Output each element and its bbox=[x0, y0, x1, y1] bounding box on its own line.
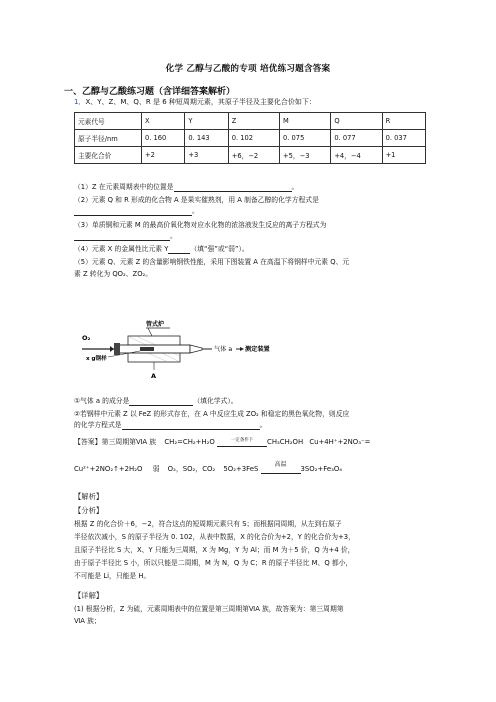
answer-line-1 bbox=[74, 438, 370, 447]
table-cell: 0. 077 bbox=[331, 130, 382, 147]
answer-blank bbox=[74, 233, 170, 241]
part-2-blank-line: 。 bbox=[74, 207, 199, 216]
question-1-part-3 bbox=[74, 221, 326, 230]
sub-2-text: ②若钢样中元素 Z 以 FeZ 的形式存在，在 A 中反应生成 ZO₂ 和稳定的黑色氧化物，则反应 bbox=[74, 410, 350, 418]
document-title: 化学 乙醇与乙酸的专项 培优练习题含答案 bbox=[165, 64, 331, 74]
row-header-cell: 主要化合价 bbox=[75, 147, 142, 164]
equation-1-right: CH₃CH₂OH bbox=[267, 438, 304, 446]
table-row bbox=[75, 130, 426, 147]
table-cell: +6，−2 bbox=[228, 147, 279, 164]
part-5-text-cont: 素 Z 转化为 QO₂、ZO₂。 bbox=[74, 270, 153, 278]
equation-3-left: 5O₂+3FeS bbox=[223, 465, 259, 473]
table-cell: +1 bbox=[382, 147, 425, 164]
answer-blank bbox=[168, 246, 190, 254]
table-cell: +4，−4 bbox=[331, 147, 382, 164]
table-cell: 0. 160 bbox=[142, 130, 185, 147]
equation-3-condition: 高温 bbox=[274, 461, 287, 468]
equation-2-cont: Cu²⁺+2NO₂↑+2H₂O bbox=[74, 465, 143, 473]
detail-line-1: (1) 根据分析，Z 为硫，元素周期表中的位置是第三周期第ⅥA 族，故答案为：第三周期第 bbox=[74, 605, 344, 613]
sub-2-text-cont: 的化学方程式是 bbox=[74, 421, 122, 429]
answer-line-2 bbox=[74, 461, 343, 474]
equation-1-condition: 一定条件下 bbox=[231, 438, 253, 443]
question-1-text: ．X、Y、Z、M、Q、R 是 6 种短周期元素，其原子半径及主要化合价如下： bbox=[78, 98, 316, 106]
answer-gases: O₂，SO₂，CO₂ bbox=[167, 465, 216, 473]
part-3-text: （3）单质铜和元素 M 的最高价氧化物对应水化物的浓溶液发生反应的离子方程式为 bbox=[74, 221, 327, 229]
answer-position: 第三周期第ⅥA 族 bbox=[101, 438, 157, 446]
table-cell: +2 bbox=[142, 147, 185, 164]
section-heading: 一、乙醇与乙酸练习题（含详细答案解析） bbox=[64, 87, 236, 97]
table-cell: +3 bbox=[185, 147, 228, 164]
table-row bbox=[75, 113, 426, 130]
sample-label: x g钢样 bbox=[86, 356, 107, 362]
part-3-blank-line: 。 bbox=[74, 232, 177, 241]
equation-1-left: CH₂=CH₂+H₂O bbox=[164, 438, 215, 446]
part-2-text: （2）元素 Q 和 R 形成的化合物 A 是果实催熟剂，用 A 制备乙醇的化学方程式是 bbox=[74, 196, 319, 204]
analysis-line: 由于原子半径比 S 小，所以只能是二周期，M 为 N，Q 为 C；R 的原子半径比 M、Q 都小， bbox=[74, 559, 353, 567]
sub-question-2-cont: 的化学方程式是 。 bbox=[74, 421, 267, 429]
apparatus-diagram bbox=[80, 318, 280, 380]
table-cell: 0. 102 bbox=[228, 130, 279, 147]
analysis-line: 不可能是 Li，只能是 H。 bbox=[74, 572, 151, 580]
row-header-cell: 原子半径/nm bbox=[75, 130, 142, 147]
answer-tag: 【答案】 bbox=[74, 438, 102, 446]
part-4-text: （4）元素 X 的金属性比元素 Y bbox=[74, 245, 169, 253]
analysis-line: 根据 Z 的化合价＋6，−2，符合这点的短周期元素只有 S；而根据同周期，从左到右原子 bbox=[74, 520, 342, 528]
table-cell: 0. 075 bbox=[280, 130, 331, 147]
table-cell: 0. 037 bbox=[382, 130, 425, 147]
sub-question-1 bbox=[74, 397, 238, 406]
table-cell: R bbox=[382, 113, 425, 130]
table-row bbox=[75, 147, 426, 164]
stopper bbox=[114, 343, 120, 355]
part-4-suffix: （填“强”或“弱”）。 bbox=[190, 245, 249, 253]
question-number: 1 bbox=[74, 98, 79, 106]
answer-blank bbox=[174, 184, 292, 192]
sub-question-2 bbox=[74, 410, 349, 419]
table-cell: Y bbox=[185, 113, 228, 130]
detail-line-2: ⅥA 族； bbox=[74, 617, 101, 625]
fenxi-heading: 【分析】 bbox=[74, 506, 104, 515]
table-cell: Z bbox=[228, 113, 279, 130]
answer-weak: 弱 bbox=[152, 465, 160, 473]
furnace-label: 管式炉 bbox=[146, 321, 165, 328]
answer-blank bbox=[74, 208, 192, 216]
question-1-part-5 bbox=[74, 258, 349, 267]
row-header-cell: 元素代号 bbox=[75, 113, 142, 130]
answer-blank bbox=[129, 398, 193, 406]
question-1-part-1: （1）Z 在元素周期表中的位置是 。 bbox=[74, 183, 299, 191]
apparatus-a-label: A bbox=[151, 372, 157, 380]
table-cell: X bbox=[142, 113, 185, 130]
analysis-heading: 【解析】 bbox=[74, 492, 104, 501]
sub-1-text: ①气体 a 的成分是 bbox=[74, 397, 130, 405]
question-1-part-4 bbox=[74, 245, 249, 254]
table-cell: +5，−3 bbox=[280, 147, 331, 164]
part-5-text: （5）元素 Q、元素 Z 的含量影响钢铁性能，采用下图装置 A 在高温下将钢样中元素 Q、元 bbox=[74, 258, 350, 266]
question-1-intro bbox=[74, 98, 316, 107]
equation-3-right: 3SO₂+Fe₃O₄ bbox=[300, 465, 343, 473]
question-1-part-5-cont bbox=[74, 270, 152, 279]
analysis-line: 且原子半径比 S 大，X、Y 只能为三周期，X 为 Mg，Y 为 Al；而 M 为＋5 价，Q 为+4 价， bbox=[74, 546, 355, 554]
o2-label: O₂ bbox=[82, 334, 91, 342]
analysis-line: 半径依次减小，S 的原子半径为 0. 102，从表中数据，X 的化合价为+2，Y 的化合价为+3， bbox=[74, 533, 355, 541]
table-cell: 0. 143 bbox=[185, 130, 228, 147]
sub-1-suffix: （填化学式）。 bbox=[193, 397, 238, 405]
element-table bbox=[74, 112, 426, 164]
question-1-part-2 bbox=[74, 196, 319, 205]
detail-heading: 【详解】 bbox=[74, 591, 104, 600]
answer-blank bbox=[122, 422, 260, 430]
part-1-text: （1）Z 在元素周期表中的位置是 bbox=[74, 183, 174, 191]
table-cell: Q bbox=[331, 113, 382, 130]
equation-2: Cu+4H⁺+2NO₃⁻= bbox=[309, 438, 371, 446]
steel-sample bbox=[140, 347, 154, 351]
gas-a-label: 气体 a bbox=[214, 346, 233, 353]
measuring-device-label: 测定装置 bbox=[245, 346, 270, 353]
table-cell: M bbox=[280, 113, 331, 130]
